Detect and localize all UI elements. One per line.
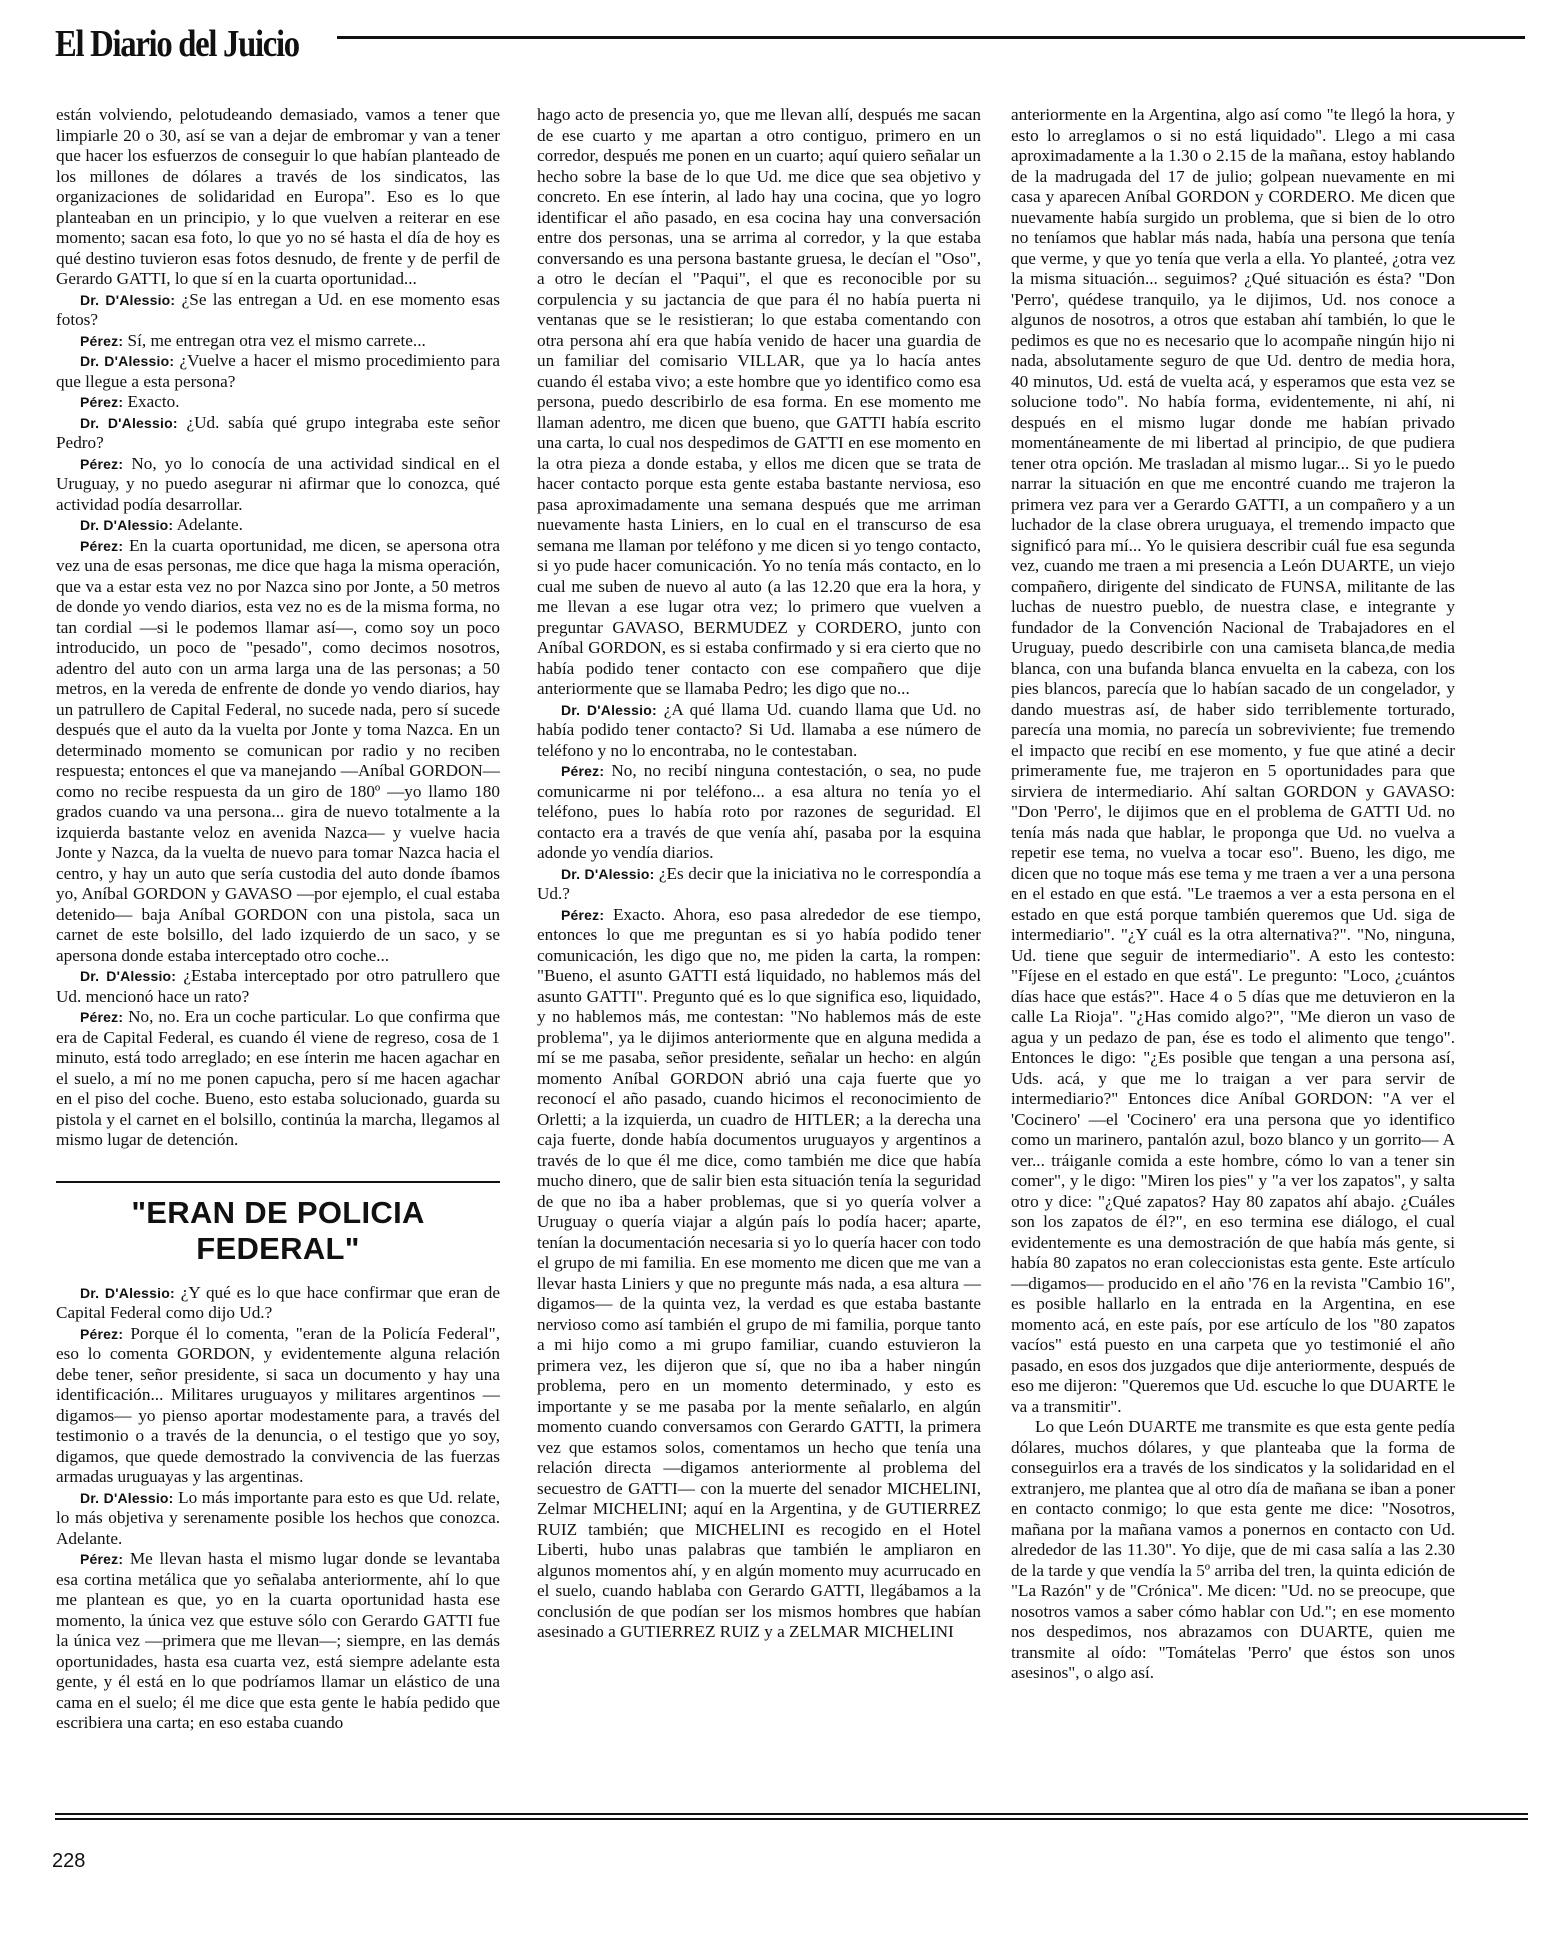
- transcript-paragraph: [56, 536, 500, 967]
- speaker-judge: Dr. D'Alessio:: [80, 968, 177, 984]
- speaker-witness: Pérez:: [80, 394, 124, 410]
- column-1-bottom: [56, 1283, 500, 1734]
- paragraph-text: No, no recibí ninguna contestación, o sea, no pude comunicarme ni por teléfono... a esa altura no tenía yo el teléfono, pues lo había roto por razones de seguridad. El contacto era a través de que venía ahí, pasaba por la esquina adonde yo vendía diarios.: [537, 761, 982, 862]
- speaker-judge: Dr. D'Alessio:: [80, 1489, 174, 1506]
- speaker-judge: Dr. D'Alessio:: [80, 517, 174, 533]
- transcript-paragraph: [56, 290, 500, 331]
- paragraph-text: Adelante.: [176, 515, 243, 534]
- paragraph-text: Porque él lo comenta, "eran de la Policía Federal", eso lo comenta GORDON, y evidentemente alguna relación debe tener, señor presidente, si saca un documento y hay una identificación... Militares uruguayos y militares argentinos —digamos— yo pienso aportar modestamente para, a través del testimonio o a través de la denuncia, o el testigo que yo soy, digamos, que quede demostrado la convivencia de las fuerzas armadas uruguayas y las argentinas.: [56, 1323, 500, 1486]
- speaker-judge: Dr. D'Alessio:: [561, 701, 657, 718]
- speaker-witness: Pérez:: [80, 1009, 124, 1025]
- paragraph-text: Lo más importante para esto es que Ud. relate, lo más objetiva y serenamente posible los hechos que conozca. Adelante.: [56, 1487, 500, 1548]
- transcript-paragraph: [56, 413, 500, 454]
- speaker-judge: Dr. D'Alessio:: [80, 1284, 175, 1301]
- speaker-witness: Pérez:: [80, 455, 124, 472]
- paragraph-text: Me llevan hasta el mismo lugar donde se levantaba esa cortina metálica que yo señalaba anteriormente, ahí lo que me plantean es que, yo en la cuarta oportunidad hasta ese momento, la única vez que estuve sólo con Gerardo GATTI fue la única vez —primera que me llevan—; siempre, en las demás oportunidades, hasta esa cuarta vez, está siempre adelante esta gente, y él está en lo que podríamos llamar un elástico de una cama en el suelo; él me dice que esta gente le había pedido que escribiera una carta; en eso estaba cuando: [56, 1549, 501, 1732]
- column-2: [537, 105, 981, 1643]
- paragraph-text: Sí, me entregan otra vez el mismo carrete...: [127, 330, 426, 350]
- paragraph-text: Exacto. Ahora, eso pasa alrededor de ese tiempo, entonces lo que me preguntan es si yo había podido tener comunicación, les digo que no, me piden la carta, la rompen: "Bueno, el asunto GATTI está liquidado, no hablemos más del asunto GATTI". Pregunto qué es lo que significa eso, liquidado, y no hablemos más, me contestan: "No hablemos más de este problema", ya le dijimos anteriormente que en alguna medida a mí se me pasaba, señor presidente, señalar un hecho: en algún momento Aníbal GORDON abrió una caja fuerte que yo reconocí el año pasado, cuando hicimos el reconocimiento de Orletti; a la izquierda, un cuadro de HITLER; a la derecha una caja fuerte, donde había documentos uruguayos y argentinos a través de lo que él me dice, como también me dice que había mucho dinero, que de salir bien esta situación tenía la seguridad de que no iba a haber problemas, que si yo quería volver a Uruguay o quería viajar a algún país lo podía hacer; aparte, tenían la documentación necesaria si yo lo quería hacer con todo el grupo de mi familia. En ese momento me dicen que me van a llevar hasta Liniers y que no pregunte más nada, a esa altura —digamos— de la quinta vez, la verdad es que estaba bastante nervioso como así también el grupo de mi familia, porque tanto a mi hijo como a mi grupo familiar, cuando estuvieron la primera vez, les dijeron que sí, que no iba a haber ningún problema, pero en un momento determinado, y esto es importante y se me pasaba por la mente señalarlo, en algún momento cuando conversamos con Gerardo GATTI, la primera vez que estamos solos, comentamos un hecho que tenía una relación directa —digamos anteriormente al problema del secuestro de GATTI— con la muerte del senador MICHELINI, Zelmar MICHELINI; aquí en la Argentina, y de GUTIERREZ RUIZ también; que MICHELINI es recogido en el Hotel Liberti, hubo unas palabras que también le ampliaron en algunos momentos ahí, y en algún momento muy acurrucado en el suelo, cuando hablaba con Gerardo GATTI, llegábamos a la conclusión de que podían ser los mismos hombres que habían asesinado a GUTIERREZ RUIZ y a ZELMAR MICHELINI: [537, 904, 982, 1641]
- publication-title: El Diario del Juicio: [55, 23, 299, 65]
- paragraph-text: ¿Ud. sabía qué grupo integraba este señor Pedro?: [56, 412, 500, 452]
- transcript-paragraph: [56, 331, 500, 352]
- transcript-paragraph: [56, 1488, 500, 1550]
- speaker-judge: Dr. D'Alessio:: [561, 865, 655, 882]
- column-1-top: [56, 105, 500, 1151]
- paragraph-text: En la cuarta oportunidad, me dicen, se apersona otra vez una de esas personas, me dice que haga la misma operación, que va a estar esta vez no por Nazca sino por Jonte, a 50 metros de donde yo vendo diarios, esta vez no es de la misma forma, no tan cordial —si le podemos llamar así—, como soy un poco introducido, un poco de "pesado", como decimos nosotros, adentro del auto con un arma larga una de las personas; a 50 metros, en la vereda de enfrente de donde yo vendo diarios, hay un patrullero de Capital Federal, no sucede nada, pero sí sucede después que el auto da la vuelta por Jonte y toma Nazca. En un determinado momento se comunican por radio y no reciben respuesta; entonces el que va manejando —Aníbal GORDON— como no recibe respuesta da un giro de 180º —yo llamo 180 grados cuando va una persona... gira de nuevo totalmente a la izquierda bastante veloz en avenida Nazca— y vuelve hacia Jonte y Nazca, da la vuelta de nuevo para tomar Nazca hacia el centro, y hay un auto que sería custodia del auto donde íbamos yo, Aníbal GORDON y GAVASO —por ejemplo, el cual estaba detenido— baja Aníbal GORDON con una pistola, saca un carnet de este bolsillo, del lado izquierdo de un saco, y se apersona donde estaba interceptado otro coche...: [56, 535, 500, 965]
- speaker-witness: Pérez:: [561, 906, 605, 923]
- transcript-paragraph: [56, 454, 500, 516]
- column-3: [1011, 105, 1455, 1684]
- transcript-paragraph: [1011, 105, 1455, 1417]
- transcript-paragraph: [56, 1324, 500, 1488]
- speaker-witness: Pérez:: [80, 537, 124, 554]
- transcript-paragraph: [537, 700, 981, 762]
- page-number: 228: [52, 1850, 86, 1872]
- speaker-witness: Pérez:: [80, 1325, 124, 1342]
- paragraph-text: están volviendo, pelotudeando demasiado, vamos a tener que limpiarle 20 o 30, así se van a dejar de embromar y van a tener que hacer los esfuerzos de conseguir lo que habían planteado de los millones de dólares a través de los sindicatos, las organizaciones de solidaridad en Europa". Eso es lo que planteaban en un principio, y lo que vuelven a reiterar en ese momento; sacan esa foto, lo que yo no sé hasta el día de hoy es qué destino tuvieron esas fotos desnudo, de frente y de perfil de Gerardo GATTI, lo que sí en la cuarta oportunidad...: [56, 105, 500, 288]
- transcript-paragraph: [537, 864, 981, 905]
- transcript-paragraph: [56, 1007, 500, 1151]
- paragraph-text: ¿Es decir que la iniciativa no le correspondía a Ud.?: [537, 863, 981, 903]
- speaker-judge: Dr. D'Alessio:: [80, 291, 176, 308]
- transcript-paragraph: [56, 966, 500, 1007]
- paragraph-text: hago acto de presencia yo, que me llevan allí, después me sacan de ese cuarto y me apartan a otro contiguo, primero en un corredor, después me ponen en un cuarto; aquí quiero señalar un hecho sobre la base de lo que Ud. me dice que sea objetivo y concreto. En ese ínterin, al lado hay una cocina, que yo logro identificar el año pasado, en esa cocina hay una conversación entre dos personas, una se arrima al corredor, y la que estaba conversando es una persona bastante gruesa, le decían el "Oso", a otro le decían el "Paqui", el que es reconocible por su corpulencia y su jactancia de que para él no había puerta ni ventanas que se le resistieran; lo que estaba comentando con otra persona ahí era que había venido de hacer una guardia de un familiar del comisario VILLAR, que ya lo hacía antes cuando él estaba vivo; a este hombre que yo identifico como esa persona, puedo describirlo de esa forma. En ese momento me llaman adentro, me dicen que bueno, que GATTI había escrito una carta, lo cual nos despedimos de GATTI en ese momento en la otra pieza a donde estaba, y ellos me dicen que se trata de hacer contacto porque esta gente estaba bastante nerviosa, eso pasa aproximadamente una semana después que me arriman nuevamente hasta Liniers, en lo cual en el transcurso de esa semana me llaman por teléfono y me dicen si yo tengo contacto, si yo pude hacer comunicación. Yo no tenía más contacto, en lo cual me suben de nuevo al auto (a las 12.20 que era la hora, y me llevan a ese lugar otra vez; lo primero que vuelven a preguntar GAVASO, BERMUDEZ y CORDERO, junto con Aníbal GORDON, es si estaba confirmado y si era cierto que no había podido tener contacto con ese compañero que dije anteriormente que se llamaba Pedro; les digo que no...: [537, 105, 981, 698]
- paragraph-text: Lo que León DUARTE me transmite es que esta gente pedía dólares, muchos dólares, y que planteaba que la forma de conseguirlos era a través de los sindicatos y la solidaridad en el extranjero, me plantea que al otro día de mañana se iban a poner en contacto conmigo; lo que esta gente me dice: "Nosotros, mañana por la mañana vamos a ponernos en contacto con Ud. alrededor de las 11.30". Yo dije, que de mi casa salía a las 2.30 de la tarde y que vendía la 5º arriba del tren, la quinta edición de "La Razón" y de "Crónica". Me dicen: "Ud. no se preocupe, que nosotros vamos a saber cómo hablar con Ud."; en ese momento nos despedimos, nos abrazamos con DUARTE, quien me transmite al oído: "Tomátelas 'Perro' que éstos son unos asesinos", o algo así.: [1011, 1417, 1455, 1682]
- paragraph-text: Exacto.: [127, 392, 180, 411]
- section-heading: "ERAN DE POLICIA FEDERAL": [131, 1194, 425, 1266]
- paragraph-text: ¿A qué llama Ud. cuando llama que Ud. no había podido tener contacto? Si Ud. llamaba a ese número de teléfono y no lo encontraba, no le contestaban.: [537, 699, 981, 760]
- transcript-paragraph: [56, 1549, 500, 1734]
- paragraph-text: ¿Y qué es lo que hace confirmar que eran de Capital Federal como dijo Ud.?: [56, 1282, 500, 1322]
- speaker-judge: Dr. D'Alessio:: [80, 353, 175, 369]
- speaker-witness: Pérez:: [80, 1551, 124, 1567]
- transcript-paragraph: [56, 392, 500, 413]
- section-heading-box: [56, 1181, 500, 1267]
- transcript-paragraph: [56, 1283, 500, 1324]
- transcript-paragraph: [56, 351, 500, 392]
- speaker-judge: Dr. D'Alessio:: [80, 414, 178, 431]
- transcript-paragraph: [1011, 1417, 1455, 1684]
- speaker-witness: Pérez:: [80, 332, 124, 349]
- masthead-rule: [337, 36, 1525, 39]
- transcript-paragraph: [56, 105, 500, 290]
- paragraph-text: ¿Vuelve a hacer el mismo procedimiento para que llegue a esta persona?: [56, 351, 501, 391]
- footer-rules: [55, 1813, 1528, 1823]
- paragraph-text: No, no. Era un coche particular. Lo que confirma que era de Capital Federal, es cuando él viene de regreso, cosa de 1 minuto, está todo arreglado; en ese ínterin me hacen agachar en el suelo, a mí no me ponen capucha, pero sí me hacen agachar en el piso del coche. Bueno, esto estaba solucionado, guarda su pistola y el carnet en el bolsillo, continúa la marcha, llegamos al mismo lugar de detención.: [56, 1007, 500, 1149]
- column-1: [56, 105, 500, 1734]
- paragraph-text: No, yo lo conocía de una actividad sindical en el Uruguay, y no puedo asegurar ni afirmar que lo conozca, qué actividad podía desarrollar.: [56, 453, 501, 514]
- masthead: [55, 22, 1525, 72]
- transcript-paragraph: [537, 905, 981, 1643]
- transcript-paragraph: [537, 761, 981, 864]
- transcript-paragraph: [537, 105, 981, 700]
- paragraph-text: ¿Se las entregan a Ud. en ese momento esas fotos?: [56, 289, 500, 329]
- speaker-witness: Pérez:: [561, 763, 605, 779]
- paragraph-text: anteriormente en la Argentina, algo así como "te llegó la hora, y esto lo arreglamos o si no está liquidado". Llego a mi casa aproximadamente a la 1.30 o 2.15 de la mañana, estoy hablando de la madrugada del 17 de julio; golpean nuevamente en mi casa y aparecen Aníbal GORDON y CORDERO. Me dicen que nuevamente había surgido un problema, que si bien de lo otro no teníamos que hablar más nada, había una persona que tenía que verme, y que yo tenía que verla a ella. Yo planteé, ¿otra vez la misma situación... seguimos? ¿Qué situación es ésta? "Don 'Perro', quédese tranquilo, ya le dijimos, Ud. nos conoce a algunos de nosotros, a otros que estaban ahí también, lo que le pedimos es que no es necesario que lo acompañe ningún hijo ni nada, absolutamente seguro de que Ud. dentro de media hora, 40 minutos, Ud. está de vuelta acá, y esperamos que esta vez se solucione todo". No había forma, evidentemente, ni ahí, ni después en el mismo lugar donde me habían privado momentáneamente de mi libertad al principio, de que pudiera tener otra opción. Me trasladan al mismo lugar... Si yo le puedo narrar la situación en que me encontré cuando me trajeron la primera vez para ver a Gerardo GATTI, a un compañero y a un luchador de la clase obrera uruguaya, el tremendo impacto que significó para mí... Yo le quisiera describir cuál fue esa segunda vez, cuando me traen a mi presencia a León DUARTE, un viejo compañero, dirigente del sindicato de FUNSA, militante de las luchas de nuestro pueblo, de nuestra clase, e integrante y fundador de la Convención Nacional de Trabajadores en el Uruguay, puedo describirle con una camiseta blanca,de media blanca, con una bufanda blanca envuelta en la cabeza, con los pies blancos, parecía que lo habían sacado de un congelador, y dando muestras así, de haber sido terriblemente torturado, parecía una momia, no parecía un sobreviviente; fue tremendo el impacto que recibí en ese momento, y fue que atiné a decir primeramente fue, me trajeron en 5 oportunidades para que sirviera de intermediario. Ahí saltan GORDON y GAVASO: "Don 'Perro', le dijimos que en el problema de GATTI Ud. no tenía más nada que hablar, le proponga que Ud. no vuelva a repetir ese tema, no vuelva a tocar eso". Bueno, les digo, me dicen que no toque más ese tema y me traen a ver a una persona en el estado en que está. "Le traemos a ver a esta persona en el estado en que está porque también queremos que Ud. siga de intermediario". "¿Y cuál es la otra alternativa?". "No, ninguna, Ud. tiene que seguir de intermediario". A esto les contesto: "Fíjese en el estado en que está". Le pregunto: "Loco, ¿cuántos días hace que estás?". Hace 4 o 5 días que me detuvieron en la calle La Rioja". "¿Has comido algo?", "Me dieron un vaso de agua y un pedazo de pan, ése es todo el alimento que tengo". Entonces le digo: "¿Es posible que tengan a una persona así, Uds. acá, y que me lo traigan a ver para servir de intermediario?" Entonces dice Aníbal GORDON: "A ver el 'Cocinero' —el 'Cocinero' era una persona que yo identifico como un marinero, pantalón azul, bozo blanco y un gorrito— A ver... tráiganle comida a este hombre, cómo lo van a tener sin comer", y le digo: "Miren los pies" y "a ver los zapatos", y salta otro y dice: "¿Qué zapatos? Hay 80 zapatos ahí abajo. ¿Cuáles son los zapatos de él?", en eso termina ese diálogo, el cual evidentemente es una demostración de que había más gente, si había 80 zapatos no eran coleccionistas esta gente. Este artículo —digamos— producido en el año '76 en la revista "Cambio 16", es posible hallarlo en la entrada en la Argentina, en ese momento acá, en este país, por ese artículo de los "80 zapatos vacíos" está puesto en una carpeta que yo testimonié el año pasado, en esos dos juzgados que dije anteriormente, después de eso me dijeron: "Queremos que Ud. escuche lo que DUARTE le va a transmitir".: [1011, 105, 1455, 1416]
- transcript-paragraph: [56, 515, 500, 536]
- paragraph-text: ¿Estaba interceptado por otro patrullero que Ud. mencionó hace un rato?: [56, 966, 500, 1006]
